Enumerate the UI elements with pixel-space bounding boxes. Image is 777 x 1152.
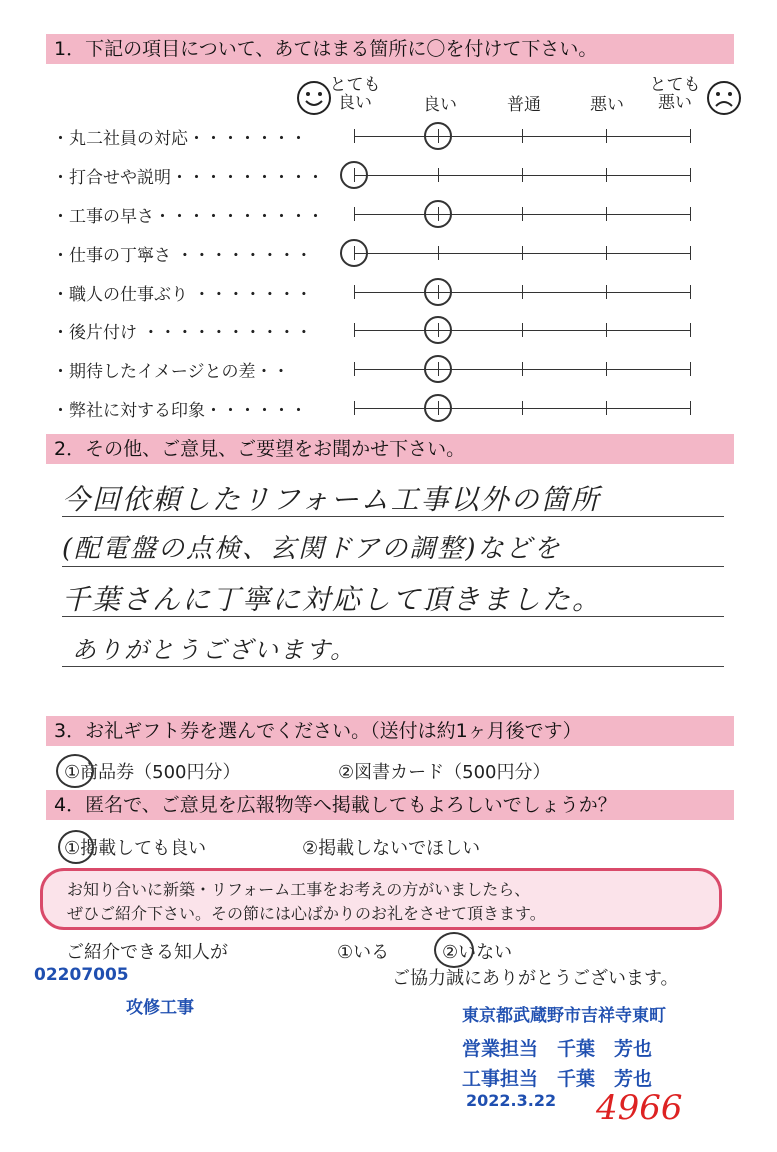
scale-header-very-bad: とても 悪い — [649, 75, 701, 113]
writing-line — [62, 566, 724, 567]
rating-tick[interactable] — [522, 246, 523, 260]
scale-header-good: 良い — [423, 95, 457, 115]
publish-option-1[interactable]: ①掲載しても良い — [64, 838, 207, 859]
rating-tick[interactable] — [522, 362, 523, 376]
scale-header-average: 普通 — [507, 95, 541, 115]
referral-option-yes[interactable]: ①いる — [337, 942, 390, 963]
section1-title: 1．下記の項目について、あてはまる箇所に〇を付けて下さい。 — [46, 34, 734, 64]
rating-tick[interactable] — [522, 129, 523, 143]
rating-item-label: ・仕事の丁寧さ ・・・・・・・・ — [52, 246, 313, 266]
sales-representative: 営業担当 千葉 芳也 — [462, 1038, 653, 1060]
publish-option-2[interactable]: ②掲載しないでほしい — [302, 838, 481, 859]
rating-tick[interactable] — [438, 168, 439, 182]
rating-tick[interactable] — [690, 168, 691, 182]
rating-tick[interactable] — [690, 246, 691, 260]
selection-circle — [56, 754, 94, 788]
scale-header-bad: 悪い — [590, 95, 624, 115]
referral-message-line-1: お知り合いに新築・リフォーム工事をお考えの方がいましたら、 — [67, 880, 531, 899]
comment-line-2: (配電盤の点検、玄関ドアの調整)などを — [62, 534, 562, 564]
rating-tick[interactable] — [606, 362, 607, 376]
thanks-message: ご協力誠にありがとうございます。 — [392, 968, 679, 989]
handwritten-number: 4966 — [596, 1088, 683, 1128]
rating-tick[interactable] — [690, 129, 691, 143]
rating-item-label: ・工事の早さ・・・・・・・・・・ — [52, 207, 324, 227]
rating-tick[interactable] — [522, 323, 523, 337]
rating-tick[interactable] — [606, 207, 607, 221]
section3-title: 3．お礼ギフト券を選んでください。（送付は約1ヶ月後です） — [46, 716, 734, 746]
rating-item-label: ・職人の仕事ぶり ・・・・・・・ — [52, 285, 313, 305]
rating-item-label: ・後片付け ・・・・・・・・・・ — [52, 323, 313, 343]
writing-line — [62, 666, 724, 667]
rating-tick[interactable] — [606, 168, 607, 182]
rating-tick[interactable] — [438, 246, 439, 260]
rating-tick[interactable] — [522, 285, 523, 299]
scale-header-very-good: とても 良い — [329, 75, 381, 113]
rating-selection-circle — [424, 355, 452, 383]
rating-tick[interactable] — [606, 129, 607, 143]
selection-circle — [434, 932, 474, 968]
rating-tick[interactable] — [606, 323, 607, 337]
project-name: 攻修工事 — [126, 998, 194, 1018]
rating-selection-circle — [424, 316, 452, 344]
referral-option-no[interactable]: ②いない — [442, 942, 513, 963]
rating-item-label: ・弊社に対する印象・・・・・・ — [52, 401, 307, 421]
rating-tick[interactable] — [522, 168, 523, 182]
rating-tick[interactable] — [690, 401, 691, 415]
frowny-bad-icon — [706, 80, 742, 116]
rating-tick[interactable] — [522, 401, 523, 415]
rating-selection-circle — [424, 394, 452, 422]
rating-item-label: ・打合せや説明・・・・・・・・・ — [52, 168, 324, 188]
comment-line-4: ありがとうございます。 — [72, 636, 357, 664]
referral-message-line-2: ぜひご紹介下さい。その節には心ばかりのお礼をさせて頂きます。 — [67, 904, 546, 923]
rating-item-label: ・期待したイメージとの差・・ — [52, 362, 290, 382]
section4-title: 4．匿名で、ご意見を広報物等へ掲載してもよろしいでしょうか？ — [46, 790, 734, 820]
rating-tick[interactable] — [606, 401, 607, 415]
rating-selection-circle — [424, 278, 452, 306]
rating-selection-circle — [424, 200, 452, 228]
rating-tick[interactable] — [690, 362, 691, 376]
company-address: 東京都武蔵野市吉祥寺東町 — [462, 1006, 666, 1026]
referral-message-box — [40, 868, 722, 930]
rating-tick[interactable] — [690, 323, 691, 337]
rating-tick[interactable] — [354, 129, 355, 143]
rating-tick[interactable] — [690, 285, 691, 299]
rating-tick[interactable] — [690, 207, 691, 221]
survey-date: 2022.3.22 — [466, 1091, 557, 1110]
customer-code: 02207005 — [34, 965, 129, 985]
rating-tick[interactable] — [606, 285, 607, 299]
rating-selection-circle — [424, 122, 452, 150]
rating-tick[interactable] — [354, 362, 355, 376]
rating-tick[interactable] — [354, 207, 355, 221]
rating-tick[interactable] — [354, 285, 355, 299]
construction-representative: 工事担当 千葉 芳也 — [462, 1068, 653, 1090]
rating-selection-circle — [340, 161, 368, 189]
comment-line-3: 千葉さんに丁寧に対応して頂きました。 — [62, 583, 603, 616]
gift-option-2[interactable]: ②図書カード（500円分） — [338, 762, 551, 783]
comment-line-1: 今回依頼したリフォーム工事以外の箇所 — [62, 483, 601, 516]
referral-question: ご紹介できる知人が — [66, 942, 228, 963]
rating-tick[interactable] — [606, 246, 607, 260]
selection-circle — [58, 830, 94, 864]
rating-tick[interactable] — [354, 323, 355, 337]
rating-selection-circle — [340, 239, 368, 267]
rating-tick[interactable] — [354, 401, 355, 415]
rating-tick[interactable] — [522, 207, 523, 221]
gift-option-1[interactable]: ①商品券（500円分） — [64, 762, 241, 783]
rating-item-label: ・丸二社員の対応・・・・・・・ — [52, 129, 307, 149]
section2-title: 2．その他、ご意見、ご要望をお聞かせ下さい。 — [46, 434, 734, 464]
